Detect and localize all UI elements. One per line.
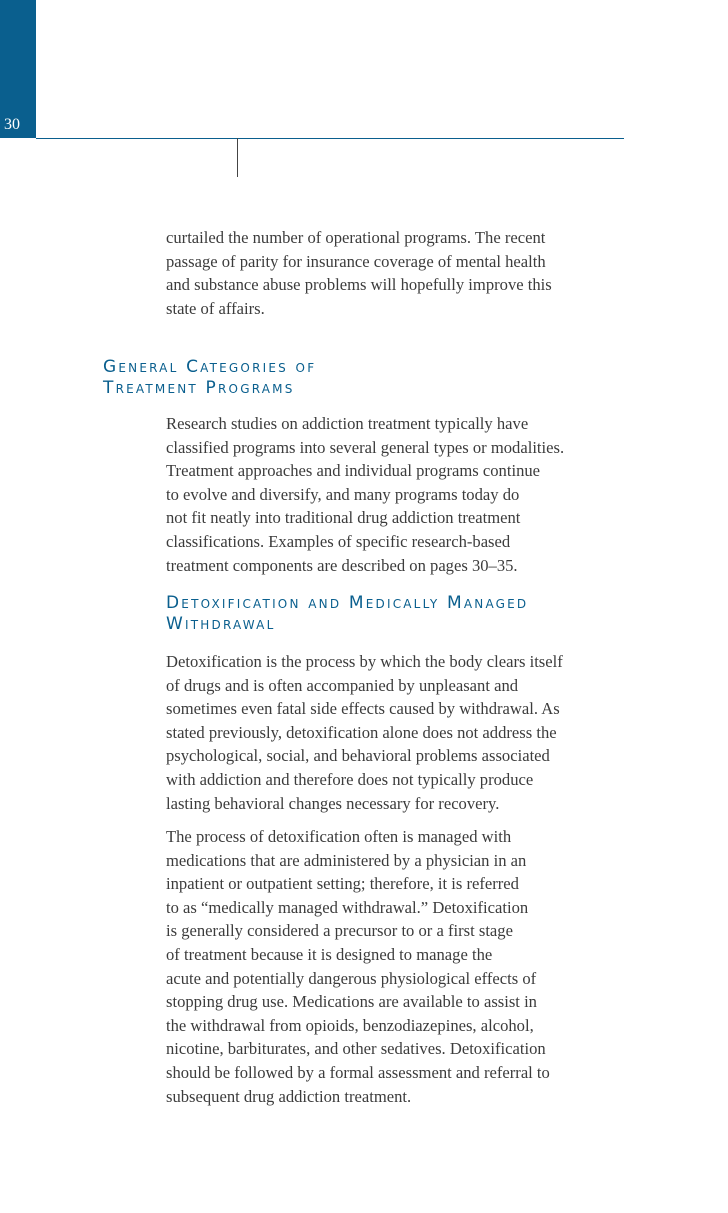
- subsection-paragraph-2: The process of detoxification often is managed with medications that are administered by a physician in an inpatient or outpatient setting; therefore, it is referred to as “medically managed withdrawal.” Detoxification is generally considered a precursor to or a first stage of treatment because it is designed to manage the acute and potentially dangerous physiological effects of stopping drug use. Medications are available to assist in the withdrawal from opioids, benzodiazepines, alcohol, nicotine, barbiturates, and other sedatives. Detoxification should be followed by a formal assessment and referral to subsequent drug addiction treatment.: [166, 827, 550, 1106]
- section-heading: General Categories of Treatment Programs: [103, 357, 317, 398]
- page-number: 30: [4, 116, 20, 133]
- section-paragraph: Research studies on addiction treatment typically have classified programs into several general types or modalities. Treatment approaches and individual programs continue to evolve and diversify, and many programs today do not fit neatly into traditional drug addiction treatment classifications. Examples of specific research-based treatment components are described on pages 30–35.: [166, 414, 565, 575]
- subsection-paragraph-1: Detoxification is the process by which the body clears itself of drugs and is often accompanied by unpleasant and sometimes even fatal side effects caused by withdrawal. As stated previously, detoxification alone does not address the psychological, social, and behavioral problems associated with addiction and therefore does not typically produce lasting behavioral changes necessary for recovery.: [166, 652, 563, 813]
- header-rule: [36, 138, 624, 139]
- intro-paragraph: curtailed the number of operational programs. The recent passage of parity for insurance coverage of mental health and substance abuse problems will hopefully improve this state of affairs.: [166, 228, 552, 318]
- header-tick: [237, 138, 238, 177]
- subsection-heading: Detoxification and Medically Managed Withdrawal: [166, 593, 529, 634]
